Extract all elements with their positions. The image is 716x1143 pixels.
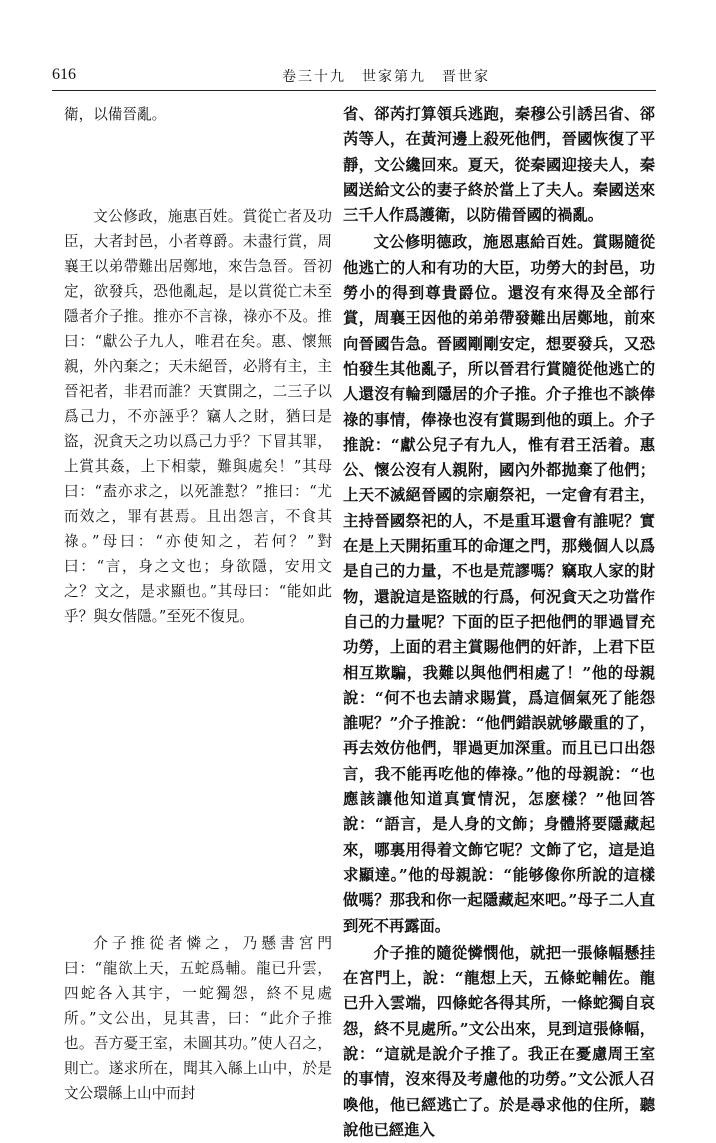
running-header bbox=[52, 66, 656, 88]
paragraph: 文公修政，施惠百姓。賞從亡者及功臣，大者封邑，小者尊爵。未盡行賞，周襄王以弟帶難出居鄭地，來告急晉。晉初定，欲發兵，恐他亂起，是以賞從亡未至隱者介子推。推亦不言祿，祿亦不及。推曰：“獻公子九人，唯君在矣。惠、懷無親，外內棄之；天未絕晉，必將有主，主晉祀者，非君而誰？天實開之，二三子以爲己力，不亦誣乎？竊人之財，猶曰是盜，況貪天之功以爲己力乎？下冒其罪，上賞其姦，上下相蒙，難與處矣！”其母曰：“盍亦求之，以死誰懟？”推曰：“尤而效之，罪有甚焉。且出怨言，不食其祿。”母曰：“亦使知之，若何？”對曰：“言，身之文也；身欲隱，安用文之？文之，是求顯也。”其母曰：“能如此乎？與女偕隱。”至死不復見。 bbox=[64, 208, 332, 625]
paragraph: 省、郤芮打算領兵逃跑，秦穆公引誘呂省、郤芮等人，在黃河邊上殺死他們，晉國恢復了平靜，文公纔回來。夏天，從秦國迎接夫人，秦國送給文公的妻子終於當上了夫人。秦國送來三千人作爲護衛，以防備晉國的禍亂。 bbox=[343, 105, 655, 225]
paragraph: 介子推從者憐之，乃懸書宮門曰：“龍欲上天，五蛇爲輔。龍已升雲，四蛇各入其宇，一蛇獨怨，終不見處所。”文公出，見其書，曰：“此介子推也。吾方憂王室，未圖其功。”使人召之，則亡。遂求所在，聞其入緜上山中，於是文公環緜上山中而封 bbox=[64, 935, 332, 1102]
paragraph: 介子推的隨從憐憫他，就把一張條幅懸挂在宮門上，說：“龍想上天，五條蛇輔佐。龍已升入雲端，四條蛇各得其所，一條蛇獨自哀怨，終不見處所。”文公出來，見到這張條幅，說：“這就是說介子推了。我正在憂慮周王室的事情，沒來得及考慮他的功勞。”文公派人召喚他，他已經逃亡了。於是尋求他的住所，聽說他已經進入 bbox=[343, 943, 655, 1139]
translation-text-column bbox=[343, 102, 655, 1143]
classical-text-column bbox=[64, 102, 332, 1106]
paragraph: 衛，以備晉亂。 bbox=[64, 106, 167, 123]
paragraph: 文公修明德政，施恩惠給百姓。賞賜隨從他逃亡的人和有功的大臣，功勞大的封邑，功勞小的得到尊貴爵位。還沒有來得及全部行賞，周襄王因他的弟弟帶發難出居鄭地，前來向晉國告急。晉國剛剛安定，想要發兵，又恐怕發生其他亂子，所以晉君行賞隨從他逃亡的人還沒有輪到隱居的介子推。介子推也不談俸祿的事情，俸祿也沒有賞賜到他的頭上。介子推說：“獻公兒子有九人，惟有君王活着。惠公、懷公沒有人親附，國內外都拋棄了他們；上天不滅絕晉國的宗廟祭祀，一定會有君主，主持晉國祭祀的人，不是重耳還會有誰呢？實在是上天開拓重耳的命運之門，那幾個人以爲是自己的力量，不也是荒謬嗎？竊取人家的財物，還說這是盜賊的行爲，何況貪天之功當作自己的力量呢？下面的臣子把他們的罪過冒充功勞，上面的君主賞賜他們的奸詐，上君下臣相互欺騙，我難以與他們相處了！”他的母親說：“何不也去請求賜賞，爲這個氣死了能怨誰呢？”介子推說：“他們錯誤就够嚴重的了，再去效仿他們，罪過更加深重。而且已口出怨言，我不能再吃他的俸祿。”他的母親說：“也應該讓他知道真實情況，怎麽樣？”他回答說：“語言，是人身的文飾；身體將要隱藏起來，哪裏用得着文飾它呢？文飾了它，這是追求顯達。”他的母親說：“能够像你所說的這樣做嗎？那我和你一起隱藏起來吧。”母子二人直到死不再露面。 bbox=[343, 233, 655, 935]
header-rule bbox=[52, 90, 656, 91]
running-head-title: 卷三十九 世家第九 晋世家 bbox=[282, 69, 490, 85]
page-number: 616 bbox=[52, 66, 76, 83]
